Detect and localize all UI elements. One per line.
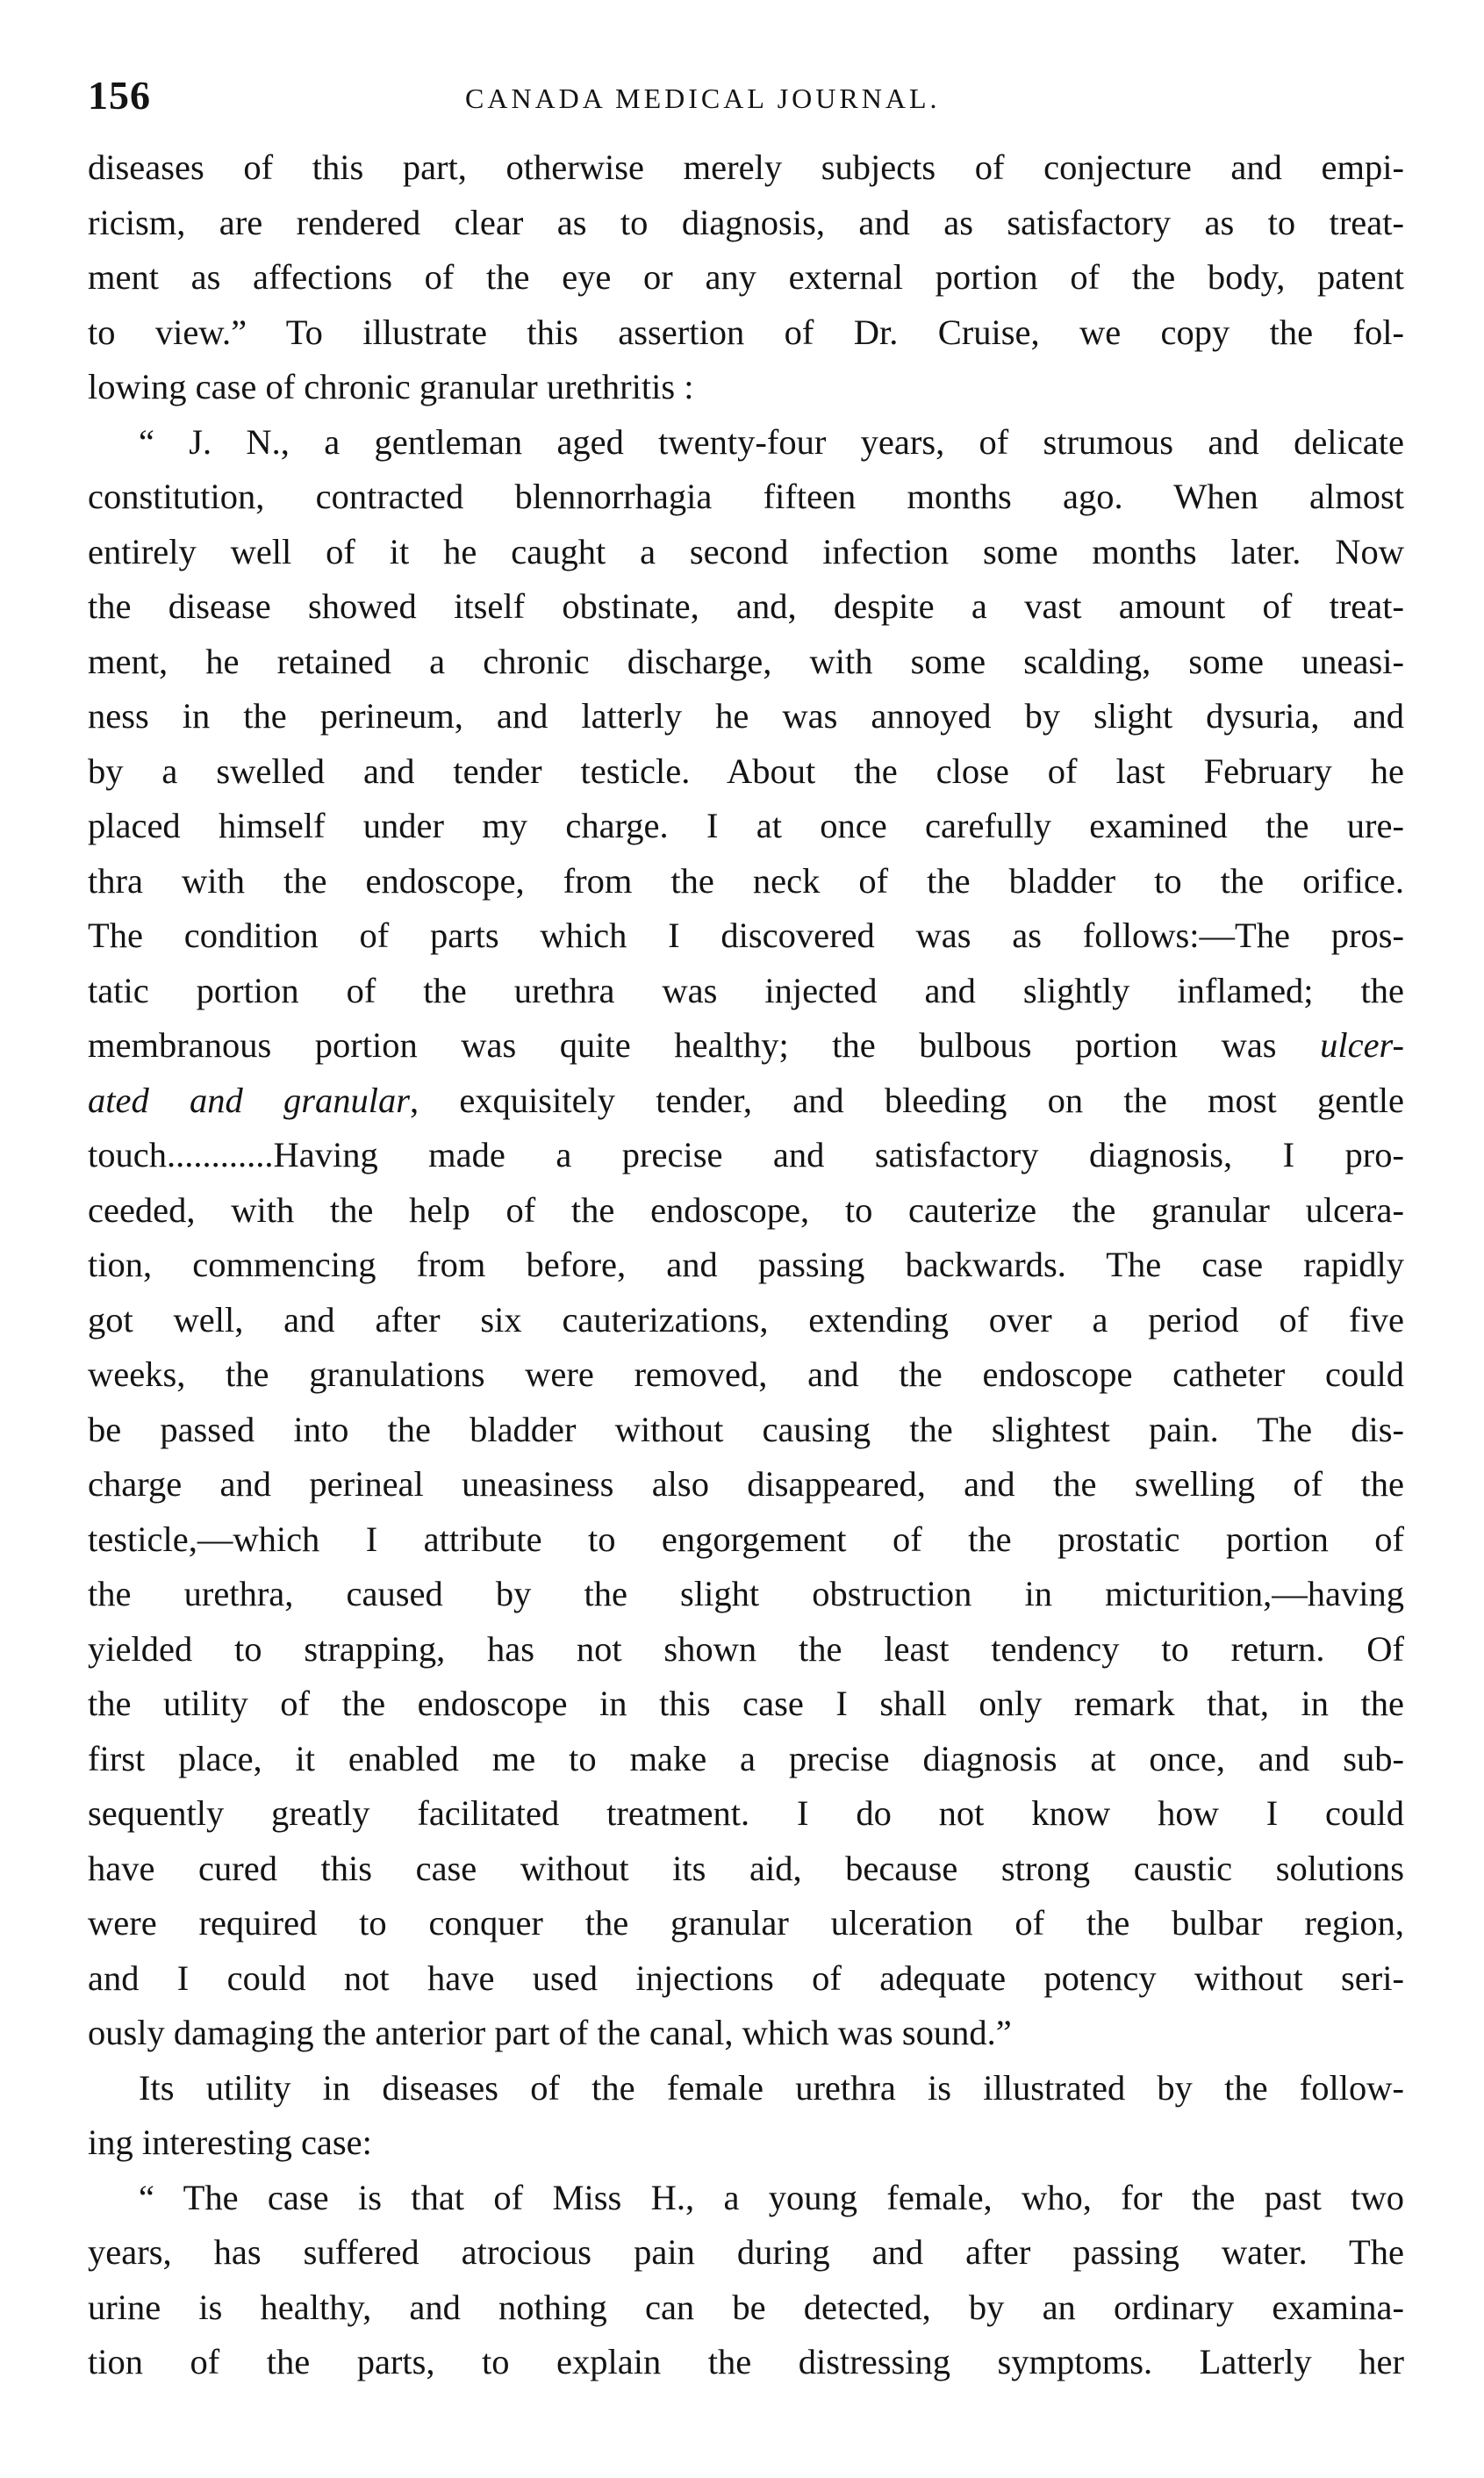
text-line: the urethra, caused by the slight obstruction in micturition,—having xyxy=(88,1574,1404,1613)
text-line: The condition of parts which I discovered was as follows:—The pros- xyxy=(88,916,1404,955)
page-header xyxy=(88,72,1404,133)
text-line: by a swelled and tender testicle. About the close of last February he xyxy=(88,751,1404,791)
page-number: 156 xyxy=(88,73,151,118)
text-line: testicle,—which I attribute to engorgement of the prostatic portion of xyxy=(88,1519,1404,1559)
text-line: Its utility in diseases of the female urethra is illustrated by the follow- xyxy=(139,2067,1404,2108)
text-line: lowing case of chronic granular urethritis : xyxy=(88,367,694,406)
text-line: diseases of this part, otherwise merely subjects of conjecture and empi- xyxy=(88,147,1404,187)
text-line: ated and granular, exquisitely tender, and bleeding on the most gentle xyxy=(88,1080,1404,1120)
text-line: charge and perineal uneasiness also disappeared, and the swelling of the xyxy=(88,1464,1404,1504)
text-line: ously damaging the anterior part of the canal, which was sound.” xyxy=(88,2013,1012,2052)
text-line: and I could not have used injections of adequate potency without seri- xyxy=(88,1957,1404,1998)
text-line: to view.” To illustrate this assertion of Dr. Cruise, we copy the fol- xyxy=(88,312,1404,352)
text-line: ment, he retained a chronic discharge, with some scalding, some uneasi- xyxy=(88,641,1404,681)
text-line: years, has suffered atrocious pain during and after passing water. The xyxy=(88,2232,1404,2272)
text-line: ness in the perineum, and latterly he was annoyed by slight dysuria, and xyxy=(88,696,1404,736)
text-line: ing interesting case: xyxy=(88,2122,372,2162)
text-line: ricism, are rendered clear as to diagnosis, and as satisfactory as to treat- xyxy=(88,202,1404,242)
text-line: placed himself under my charge. I at once carefully examined the ure- xyxy=(88,806,1404,845)
text-line: yielded to strapping, has not shown the least tendency to return. Of xyxy=(88,1628,1404,1669)
text-line: tion of the parts, to explain the distressing symptoms. Latterly her xyxy=(88,2342,1404,2381)
text-line: got well, and after six cauterizations, extending over a period of five xyxy=(88,1299,1404,1340)
text-line: constitution, contracted blennorrhagia fifteen months ago. When almost xyxy=(88,477,1404,516)
text-line: ceeded, with the help of the endoscope, to cauterize the granular ulcera- xyxy=(88,1189,1404,1230)
text-line: the disease showed itself obstinate, and, despite a vast amount of treat- xyxy=(88,586,1404,626)
text-line: tatic portion of the urethra was injected and slightly inflamed; the xyxy=(88,970,1404,1010)
text-line: tion, commencing from before, and passing backwards. The case rapidly xyxy=(88,1245,1404,1284)
text-line: urine is healthy, and nothing can be detected, by an ordinary examina- xyxy=(88,2287,1404,2327)
text-line: weeks, the granulations were removed, and the endoscope catheter could xyxy=(88,1354,1404,1394)
emphasis-text: ulcer- xyxy=(1320,1025,1404,1065)
text-line: have cured this case without its aid, because strong caustic solutions xyxy=(88,1848,1404,1888)
text-line: the utility of the endoscope in this case I shall only remark that, in the xyxy=(88,1684,1404,1723)
text-line: “ The case is that of Miss H., a young female, who, for the past two xyxy=(139,2177,1404,2217)
text-line: membranous portion was quite healthy; the bulbous portion was ulcer- xyxy=(88,1025,1404,1065)
running-head: CANADA MEDICAL JOURNAL. xyxy=(465,83,941,114)
text-line: sequently greatly facilitated treatment. I do not know how I could xyxy=(88,1793,1404,1833)
text-line: entirely well of it he caught a second infection some months later. Now xyxy=(88,531,1404,571)
text-line: were required to conquer the granular ulceration of the bulbar region, xyxy=(88,1903,1404,1943)
text-line: “ J. N., a gentleman aged twenty-four years, of strumous and delicate xyxy=(139,421,1404,462)
text-line: be passed into the bladder without causing the slightest pain. The dis- xyxy=(88,1409,1404,1449)
emphasis-text: ated and granular xyxy=(88,1080,410,1120)
text-line: first place, it enabled me to make a precise diagnosis at once, and sub- xyxy=(88,1738,1404,1778)
text-line: thra with the endoscope, from the neck of the bladder to the orifice. xyxy=(88,860,1404,901)
text-line: touch............Having made a precise and satisfactory diagnosis, I pro- xyxy=(88,1135,1404,1174)
body-text xyxy=(88,140,1404,2390)
text-line: ment as affections of the eye or any external portion of the body, patent xyxy=(88,257,1404,297)
